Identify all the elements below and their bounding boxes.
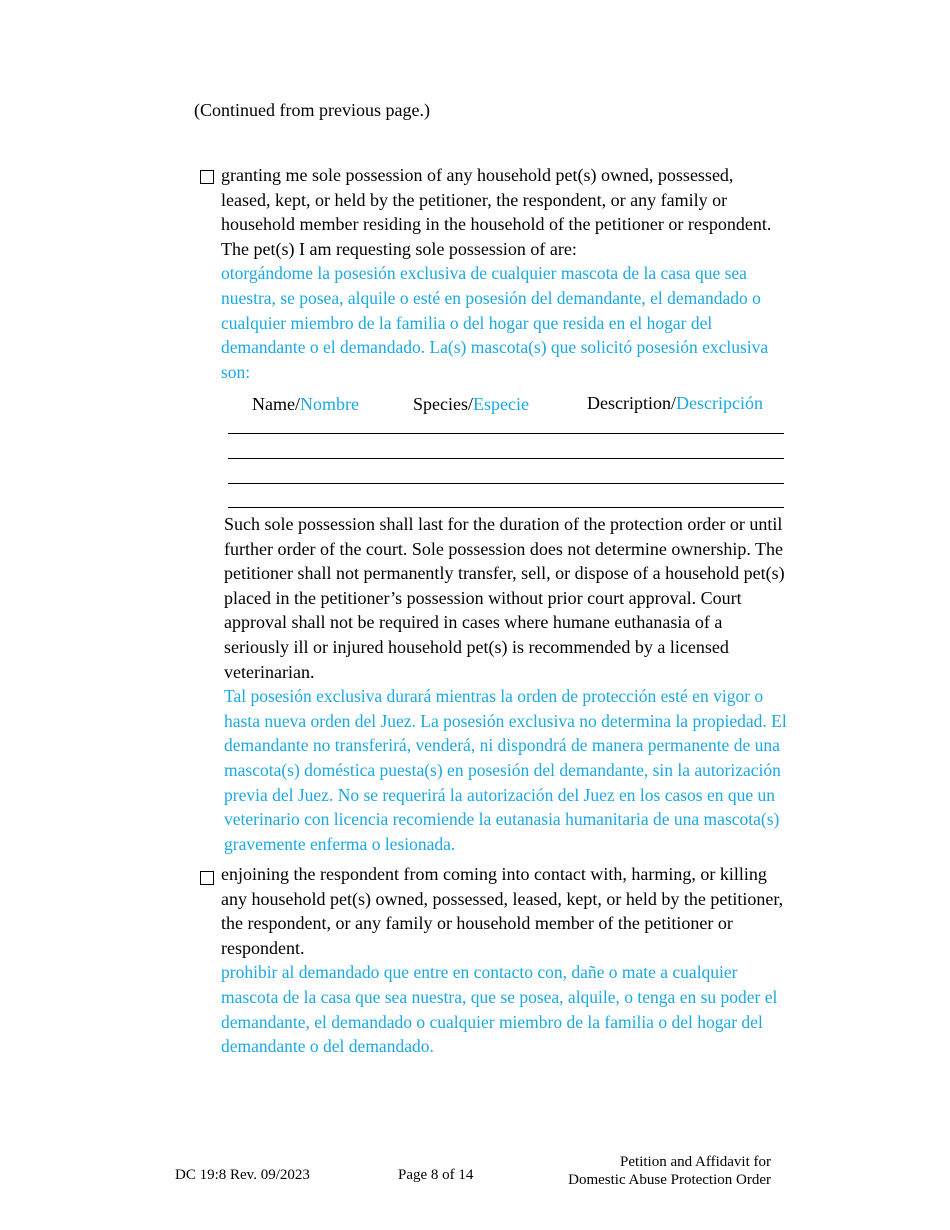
pet-entry-line-3[interactable] xyxy=(228,483,784,484)
name-column-header xyxy=(252,392,359,417)
pet-entry-line-2[interactable] xyxy=(228,458,784,459)
sole-possession-checkbox[interactable] xyxy=(200,170,214,184)
form-title-line-2: Domestic Abuse Protection Order xyxy=(568,1172,771,1188)
name-header-en: Name/ xyxy=(252,394,300,414)
form-title xyxy=(568,1153,771,1189)
sole-possession-english-text: Such sole possession shall last for the duration of the protection order or until further order of the court. Sole possession does not determine ownership. The petitioner shall not permanently transfer, sell, or dispose of a household pet(s) placed in the petitioner’s possession without prior court approval. Court approval shall not be required in cases where humane euthanasia of a seriously ill or injured household pet(s) is recommended by a licensed veterinarian. xyxy=(224,514,785,682)
item2-block xyxy=(221,862,789,1059)
item2-english-text: enjoining the respondent from coming into contact with, harming, or killing any household pet(s) owned, possessed, leased, kept, or held by the petitioner, the respondent, or any family or household member of the petitioner or respondent. xyxy=(221,864,784,958)
item1-block xyxy=(221,163,786,384)
form-id: DC 19:8 Rev. 09/2023 xyxy=(175,1167,310,1183)
species-column-header xyxy=(413,392,529,417)
description-column-header xyxy=(587,391,763,416)
species-header-es: Especie xyxy=(473,394,529,414)
enjoin-respondent-checkbox[interactable] xyxy=(200,871,214,885)
description-header-en: Description/ xyxy=(587,393,676,413)
continued-note: (Continued from previous page.) xyxy=(194,100,430,120)
pet-entry-line-4[interactable] xyxy=(228,507,784,508)
name-header-es: Nombre xyxy=(299,394,359,414)
item1-spanish-text: otorgándome la posesión exclusiva de cualquier mascota de la casa que sea nuestra, se posea, alquile o esté en posesión del demandante, el demandado o cualquier miembro de la familia o del hogar que resida en el hogar del demandante o el demandado. La(s) mascota(s) que solicitó posesión exclusiva son: xyxy=(221,263,769,382)
item2-spanish-text: prohibir al demandado que entre en contacto con, dañe o mate a cualquier mascota de la casa que sea nuestra, que se posea, alquile, o tenga en su poder el demandante, el demandado o cualquier miembro de la familia o del hogar del demandante o del demandado. xyxy=(221,962,778,1057)
sole-possession-terms xyxy=(224,512,789,856)
pet-entry-line-1[interactable] xyxy=(228,433,784,434)
description-header-es: Descripción xyxy=(675,393,763,413)
item1-english-text: granting me sole possession of any household pet(s) owned, possessed, leased, kept, or held by the petitioner, the respondent, or any family or household member residing in the household of the petitioner or respondent. The pet(s) I am requesting sole possession of are: xyxy=(221,165,772,259)
form-title-line-1: Petition and Affidavit for xyxy=(620,1154,771,1170)
species-header-en: Species/ xyxy=(413,394,473,414)
page-number: Page 8 of 14 xyxy=(398,1167,474,1183)
sole-possession-spanish-text: Tal posesión exclusiva durará mientras la orden de protección esté en vigor o hasta nueva orden del Juez. La posesión exclusiva no determina la propiedad. El demandante no transferirá, venderá, ni dispondrá de manera permanente de una mascota(s) doméstica puesta(s) en posesión del demandante, sin la autorización previa del Juez. No se requerirá la autorización del Juez en los casos en que un veterinario con licencia recomiende la eutanasia humanitaria de una mascota(s) gravemente enferma o lesionada. xyxy=(224,686,787,854)
